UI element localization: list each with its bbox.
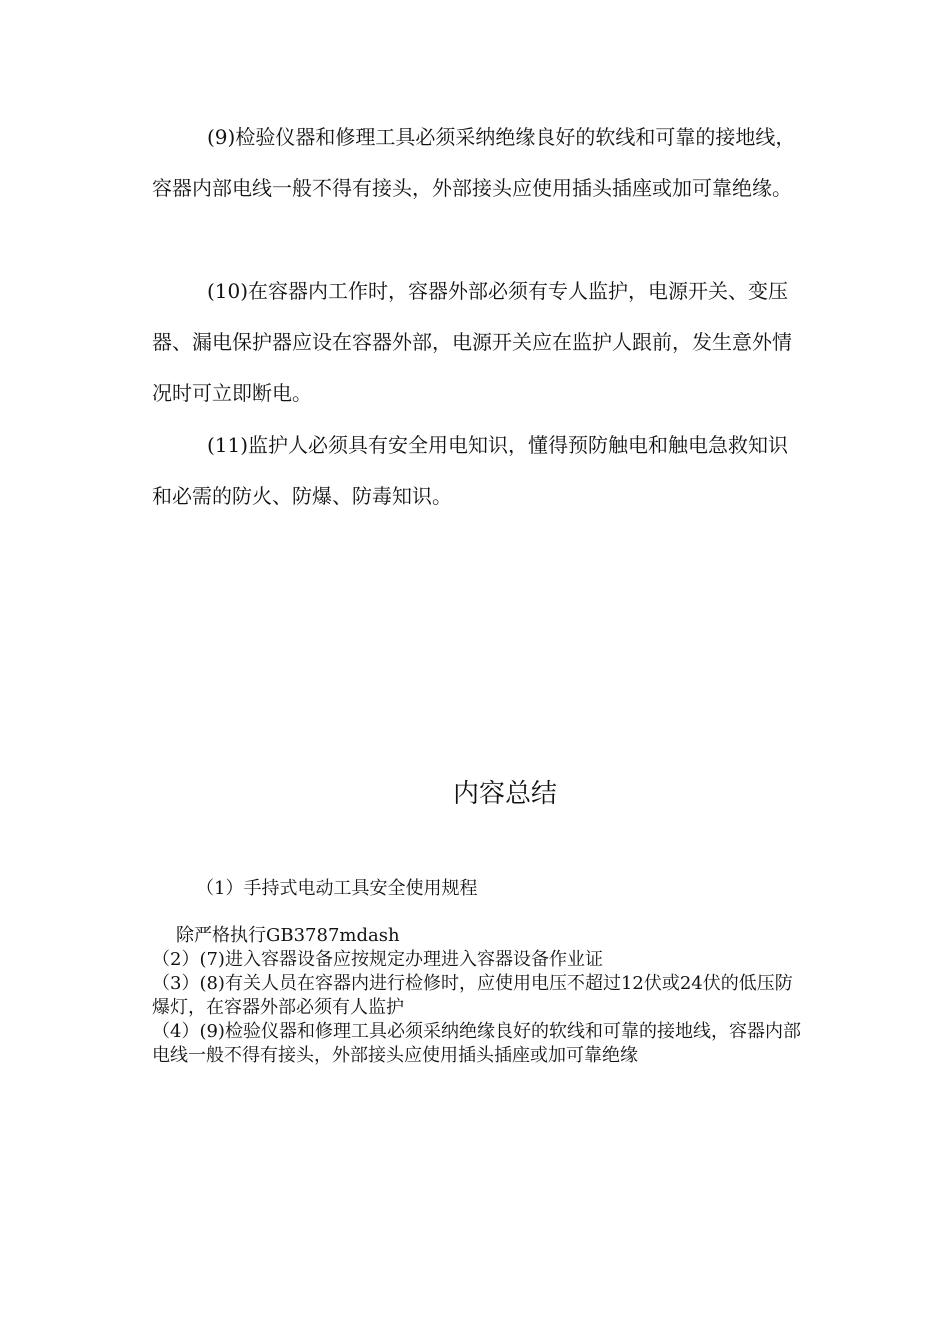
summary-list [152, 924, 802, 1068]
summary-item: （3）(8)有关人员在容器内进行检修时，应使用电压不超过12伏或24伏的低压防爆灯，在容器外部必须有人监护 [152, 973, 793, 1018]
summary-subtitle: （1）手持式电动工具安全使用规程 [196, 878, 478, 899]
summary-item: 除严格执行GB3787mdash [176, 925, 400, 946]
summary-item: （2）(7)进入容器设备应按规定办理进入容器设备作业证 [152, 949, 603, 970]
summary-item: （4）(9)检验仪器和修理工具必须采纳绝缘良好的软线和可靠的接地线，容器内部电线一般不得有接头，外部接头应使用插头插座或加可靠绝缘 [152, 1021, 801, 1066]
paragraph-item-9: (9)检验仪器和修理工具必须采纳绝缘良好的软线和可靠的接地线，容器内部电线一般不得有接头，外部接头应使用插头插座或加可靠绝缘。 [152, 125, 796, 200]
paragraph-item-11: (11)监护人必须具有安全用电知识，懂得预防触电和触电急救知识和必需的防火、防爆、防毒知识。 [152, 433, 789, 508]
summary-title: 内容总结 [452, 779, 557, 809]
paragraph-item-10: (10)在容器内工作时，容器外部必须有专人监护，电源开关、变压器、漏电保护器应设在容器外部，电源开关应在监护人跟前，发生意外情况时可立即断电。 [152, 279, 792, 405]
